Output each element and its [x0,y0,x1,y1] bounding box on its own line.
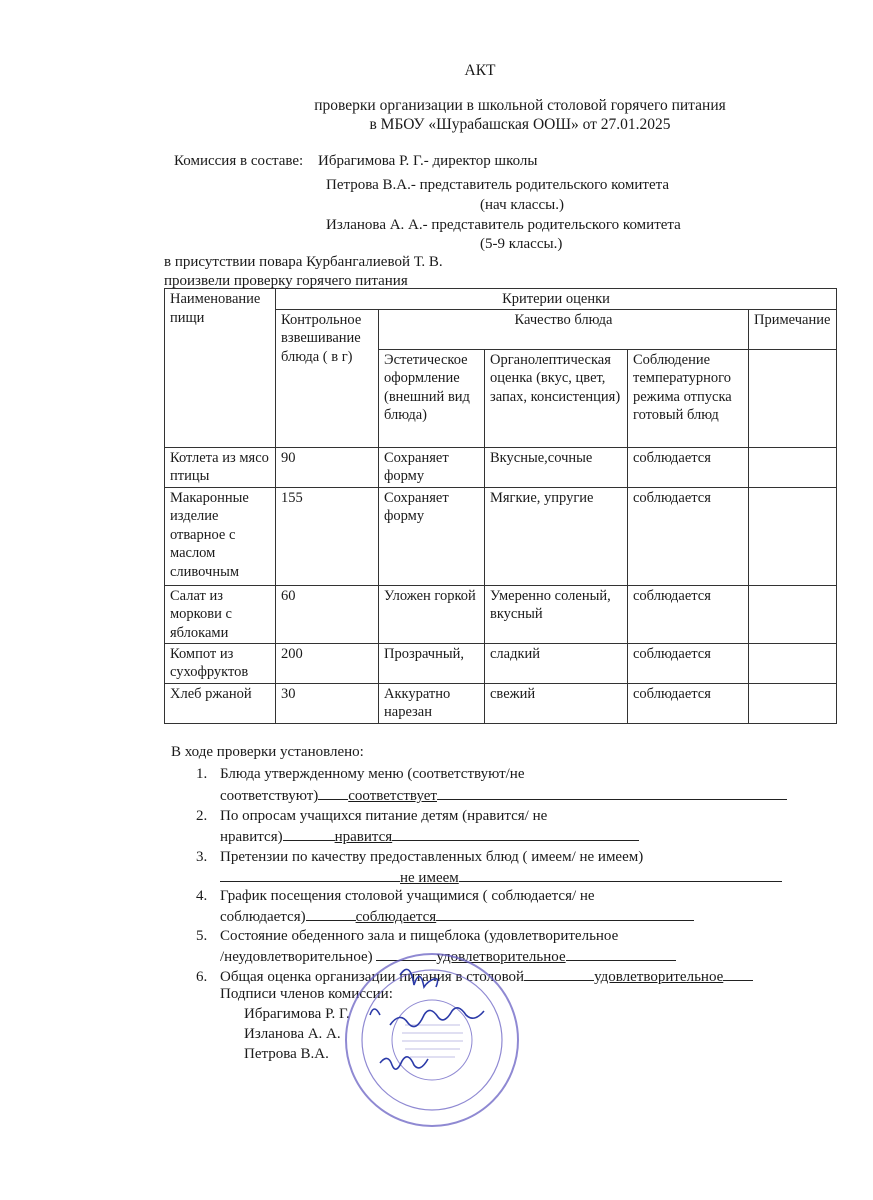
presence-text: в присутствии повара Курбангалиевой Т. В. [164,254,443,270]
cell-name: Компот из сухофруктов [165,643,276,683]
cell-weight: 155 [276,487,379,585]
header-quality: Качество блюда [379,309,749,349]
finding-options: соблюдается) [220,909,306,925]
finding-2-answer-line [220,827,639,846]
finding-question: Претензии по качеству предоставленных блюд ( имеем/ не имеем) [220,849,644,865]
finding-number: 3. [196,849,208,865]
finding-3 [196,849,643,866]
cell-organoleptic: Мягкие, упругие [485,487,628,585]
table-row [165,585,837,643]
finding-5 [196,928,618,945]
document-title: АКТ [464,62,496,79]
document-subtitle-line2: в МБОУ «Шурабашская ООШ» от 27.01.2025 [369,116,671,133]
cell-temperature: соблюдается [628,447,749,487]
commission-member-2-note: (нач классы.) [480,197,564,213]
commission-label: Комиссия в составе: [174,153,304,169]
signatory-name: Петрова В.А. [244,1046,329,1062]
finding-answer: не имеем [400,870,459,886]
header-note: Примечание [749,309,837,349]
header-weight: Контрольное взвешивание блюда ( в г) [276,309,379,447]
cell-name: Салат из моркови с яблоками [165,585,276,643]
finding-number: 6. [196,969,208,985]
action-text: произвели проверку горячего питания [164,273,408,289]
finding-1-answer-line [220,786,787,805]
cell-organoleptic: Умеренно соленый, вкусный [485,585,628,643]
table-row [165,447,837,487]
finding-3-answer-line [220,868,782,887]
finding-1 [196,766,525,783]
table-row [165,683,837,723]
finding-answer: соблюдается [355,909,437,925]
evaluation-table [164,288,837,724]
finding-question: По опросам учащихся питание детям (нравится/ не [220,808,548,824]
finding-options: нравится) [220,829,283,845]
cell-temperature: соблюдается [628,683,749,723]
cell-weight: 200 [276,643,379,683]
finding-question: Блюда утвержденному меню (соответствуют/не [220,766,525,782]
finding-answer: удовлетворительное [594,969,724,985]
table-row [165,643,837,683]
cell-note [749,447,837,487]
finding-answer: удовлетворительное [436,949,566,965]
header-temperature: Соблюдение температурного режима отпуска готовый блюд [628,349,749,447]
official-stamp [330,945,540,1135]
commission-member-2: Петрова В.А.- представитель родительского комитета [326,177,670,193]
finding-question: Состояние обеденного зала и пищеблока (удовлетворительное [220,928,619,944]
cell-note [749,643,837,683]
finding-2 [196,808,547,825]
finding-number: 1. [196,766,208,782]
cell-weight: 60 [276,585,379,643]
finding-options: /неудовлетворительное) [220,949,373,965]
header-organoleptic: Органолептическая оценка (вкус, цвет, запах, консистенция) [485,349,628,447]
cell-aesthetic: Аккуратно нарезан [379,683,485,723]
header-aesthetic: Эстетическое оформление (внешний вид блюда) [379,349,485,447]
signatory-name: Изланова А. А. [244,1026,341,1042]
cell-weight: 30 [276,683,379,723]
cell-aesthetic: Сохраняет форму [379,447,485,487]
commission-member-3: Изланова А. А.- представитель родительского комитета [326,217,681,233]
cell-name: Хлеб ржаной [165,683,276,723]
cell-name: Макаронные изделие отварное с маслом сливочным [165,487,276,585]
cell-temperature: соблюдается [628,487,749,585]
finding-number: 4. [196,888,208,904]
handwritten-signatures [370,969,484,1069]
finding-4 [196,888,595,905]
cell-note [749,683,837,723]
finding-question: Общая оценка организации питания в столовой [220,969,525,985]
cell-organoleptic: свежий [485,683,628,723]
table-row [165,487,837,585]
finding-number: 5. [196,928,208,944]
cell-note [749,487,837,585]
finding-question: График посещения столовой учащимися ( соблюдается/ не [220,888,595,904]
commission-member-3-note: (5-9 классы.) [480,236,563,252]
commission-member-1: Ибрагимова Р. Г.- директор школы [318,153,538,169]
cell-weight: 90 [276,447,379,487]
document-subtitle-line1: проверки организации в школьной столовой горячего питания [314,97,726,114]
signatures-label: Подписи членов комиссии: [220,986,393,1002]
cell-name: Котлета из мясо птицы [165,447,276,487]
finding-answer: нравится [334,829,393,845]
cell-aesthetic: Прозрачный, [379,643,485,683]
cell-note [749,585,837,643]
cell-temperature: соблюдается [628,643,749,683]
finding-options: соответствуют) [220,788,319,804]
findings-title: В ходе проверки установлено: [171,744,364,760]
cell-organoleptic: Вкусные,сочные [485,447,628,487]
cell-temperature: соблюдается [628,585,749,643]
finding-number: 2. [196,808,208,824]
signatory-name: Ибрагимова Р. Г. [244,1006,350,1022]
cell-aesthetic: Сохраняет форму [379,487,485,585]
header-name: Наименование пищи [165,289,276,448]
finding-4-answer-line [220,907,694,926]
cell-organoleptic: сладкий [485,643,628,683]
finding-answer: соответствует [348,788,437,804]
cell-aesthetic: Уложен горкой [379,585,485,643]
header-criteria: Критерии оценки [276,289,837,310]
